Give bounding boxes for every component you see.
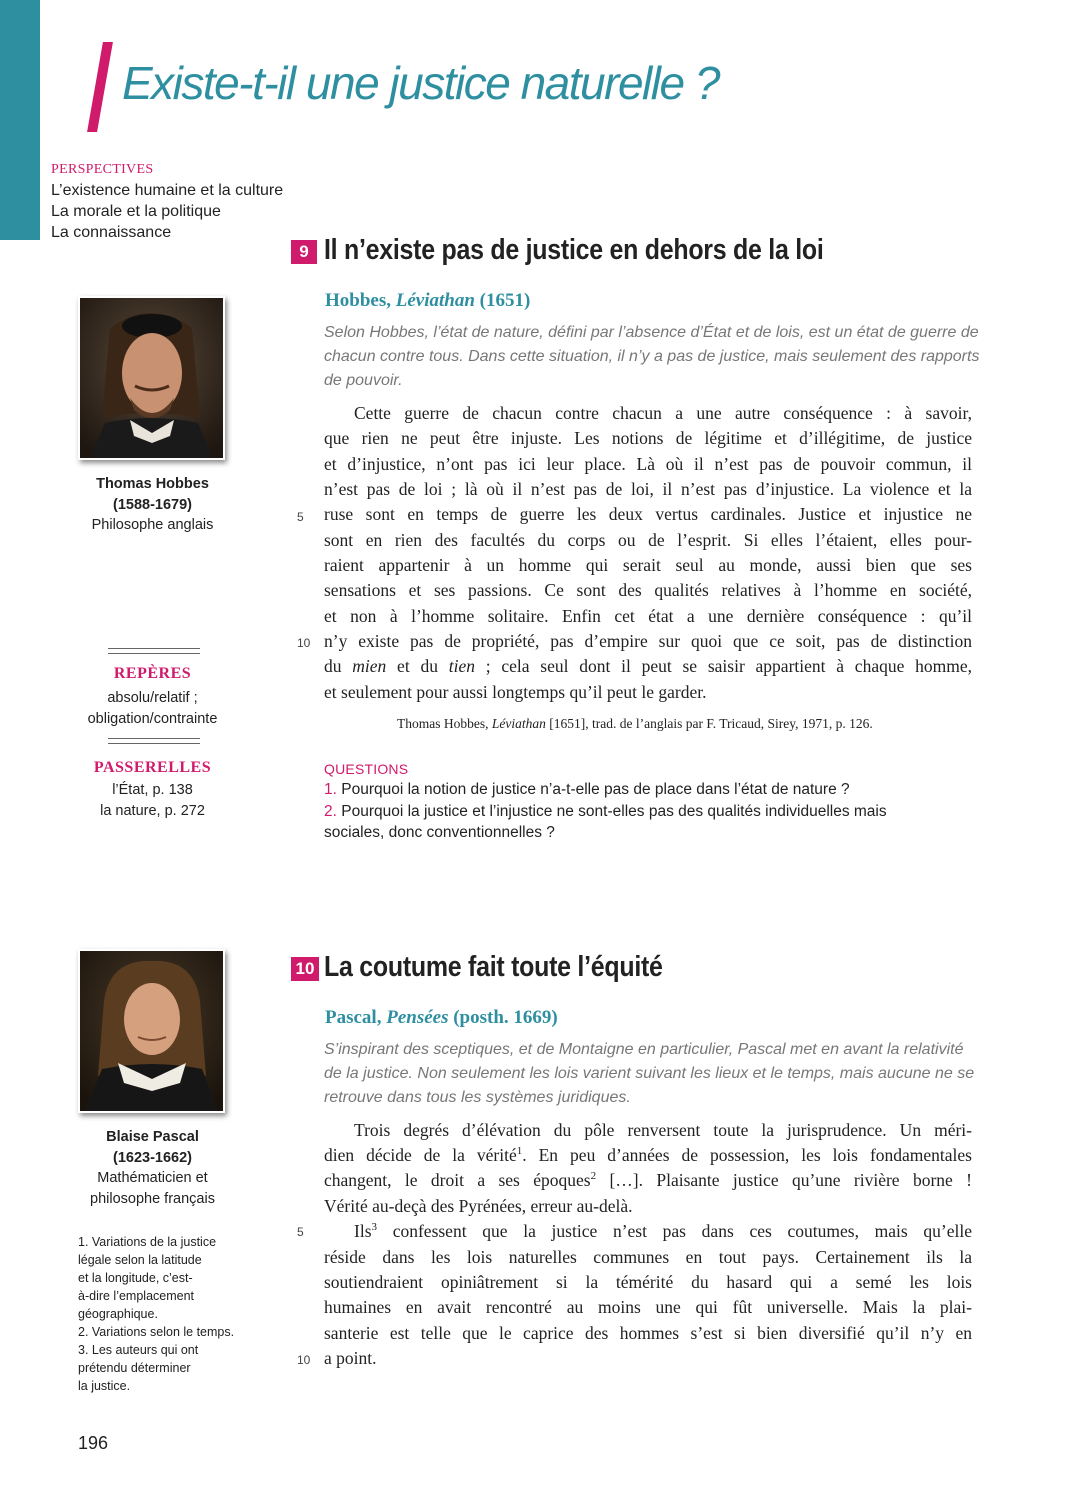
passerelles-heading: PASSERELLES <box>93 759 212 776</box>
author-name: Hobbes, <box>325 290 396 311</box>
section-intro: Selon Hobbes, l’état de nature, défini par l’absence d’État et de lois, est un état de guerre de chacun contre tous. Dans cette situation, il n’y a pas de justice, mais seulement des rapports de pouvoir. <box>324 324 980 389</box>
text-line: ruse sont en temps de guerre les deux vertus cardinales. Justice et injustice ne <box>324 504 972 524</box>
title-accent-bar <box>87 42 113 132</box>
section-title: La coutume fait toute l’équité <box>324 951 663 983</box>
footnote-line: légale selon la latitude <box>78 1253 202 1267</box>
reperes-text <box>70 688 235 730</box>
text-fragment: changent, le droit a ses époques <box>324 1170 591 1190</box>
footnote-ref: 3 <box>371 1221 377 1234</box>
questions-heading: QUESTIONS <box>324 761 409 777</box>
text-line <box>324 1143 972 1168</box>
footnote-line: 1. Variations de la justice <box>78 1235 217 1249</box>
author-line <box>325 290 530 312</box>
text-fragment: ; cela seul dont il peut se saisir appartient à chaque homme, <box>474 656 972 676</box>
footnote-line: et la longitude, c’est- <box>78 1271 193 1285</box>
section-title: Il n’existe pas de justice en dehors de la loi <box>324 234 824 266</box>
text-line: et seulement pour aussi longtemps qu’il peut le garder. <box>324 682 707 702</box>
text-fragment: confessent que la justice n’est pas dans ces coutumes, mais qu’elle <box>377 1221 972 1241</box>
question-continuation: sociales, donc conventionnelles ? <box>324 824 555 841</box>
caption-role: Mathématicien et <box>97 1170 208 1186</box>
text-line: Trois degrés d’élévation du pôle renversent toute la jurisprudence. Un méri- <box>354 1120 972 1140</box>
source-citation <box>397 716 972 732</box>
reperes-line: absolu/relatif ; <box>107 690 198 706</box>
hobbes-caption <box>70 474 235 536</box>
line-number: 5 <box>297 1225 304 1239</box>
reperes-heading: REPÈRES <box>113 665 192 682</box>
text-line: sensations et ses passions. Ce sont des qualités relatives à l’homme en société, <box>324 580 972 600</box>
hobbes-portrait <box>78 296 225 460</box>
divider <box>108 738 200 744</box>
footnote-line: 2. Variations selon le temps. <box>78 1325 235 1339</box>
text-line <box>324 654 972 679</box>
question-text: Pourquoi la notion de justice n’a-t-elle pas de place dans l’état de nature ? <box>336 781 850 798</box>
work-date: (1651) <box>474 290 531 311</box>
text-line <box>324 1168 972 1193</box>
text-line <box>324 1219 972 1244</box>
section-intro: S’inspirant des sceptiques, et de Montaigne en particulier, Pascal met en avant la relativité de la justice. Non seulement les lois varient suivant les lieux et le temps, mais aucune ne se retrouve dans tous les systèmes juridiques. <box>324 1041 975 1106</box>
text-fragment: du <box>324 656 353 676</box>
footnote-line: 3. Les auteurs qui ont <box>78 1343 199 1357</box>
footnote-line: la justice. <box>78 1379 131 1393</box>
text-fragment: Ils <box>354 1221 372 1241</box>
author-line <box>325 1007 558 1029</box>
footnotes <box>78 1233 248 1395</box>
perspective-item: L’existence humaine et la culture <box>51 182 284 199</box>
teal-band <box>0 0 40 240</box>
author-name: Pascal, <box>325 1007 387 1028</box>
source-work: Léviathan <box>491 716 546 731</box>
caption-name: Blaise Pascal <box>106 1129 199 1145</box>
text-line: sont en rien des facultés du corps ou de l’esprit. Si elles l’étaient, elles pour- <box>324 530 972 550</box>
text-fragment: dien décide de la vérité <box>324 1145 517 1165</box>
question-item <box>324 801 887 822</box>
source-author: Thomas Hobbes, <box>397 716 492 731</box>
question-item <box>324 779 850 800</box>
question-number: 1. <box>324 781 337 798</box>
divider <box>108 648 200 654</box>
section-number-badge: 10 <box>291 957 319 981</box>
page-title: Existe-t-il une justice naturelle ? <box>122 57 719 109</box>
text-italic: tien <box>448 656 475 676</box>
text-line: Vérité au-deçà des Pyrénées, erreur au-delà. <box>324 1196 633 1216</box>
text-fragment: . En peu d’années de possession, les lois fondamentales <box>522 1145 972 1165</box>
line-number: 10 <box>297 1353 311 1367</box>
caption-dates: (1588-1679) <box>113 496 192 513</box>
text-line: humaines en avait rencontré au moins une qui fût universelle. Mais la plai- <box>324 1297 972 1317</box>
footnote-line: à-dire l’emplacement <box>78 1289 195 1303</box>
caption-dates: (1623-1662) <box>113 1149 192 1166</box>
footnote-line: prétendu déterminer <box>78 1361 191 1375</box>
question-number: 2. <box>324 803 337 820</box>
question-text: Pourquoi la justice et l’injustice ne sont-elles pas des qualités individuelles mais <box>336 803 887 820</box>
footnote-line: géographique. <box>78 1307 158 1321</box>
text-line: Cette guerre de chacun contre chacun a une autre conséquence : à savoir, <box>354 403 972 423</box>
text-line: a point. <box>324 1348 377 1368</box>
caption-role: Philosophe anglais <box>91 517 214 533</box>
passerelles-link[interactable]: la nature, p. 272 <box>100 803 205 819</box>
text-line: réside dans les lois naturelles communes en tout pays. Certainement ils la <box>324 1247 972 1267</box>
text-italic: mien <box>352 656 387 676</box>
page-number: 196 <box>78 1433 109 1453</box>
text-line: santerie est telle que le caprice des hommes s’est si bien diversifié qu’il n’y en <box>324 1323 972 1343</box>
work-title: Pensées <box>386 1007 449 1028</box>
text-line: soutiendraient opiniâtrement si la témérité du hasard qui a semé les lois <box>324 1272 972 1292</box>
footnote-ref: 1 <box>516 1145 523 1158</box>
text-line: n’est pas de loi ; là où il n’est pas de loi, il n’est pas d’injustice. La violence et la <box>324 479 972 499</box>
source-details: [1651], trad. de l’anglais par F. Tricaud, Sirey, 1971, p. 126. <box>545 716 873 731</box>
text-line: et non à l’homme solitaire. Enfin cet état a une dernière conséquence : qu’il <box>324 606 972 626</box>
perspective-item: La connaissance <box>51 224 172 241</box>
text-line: n’y existe pas de propriété, pas d’empire sur quoi que ce soit, pas de distinction <box>324 631 972 651</box>
perspective-item: La morale et la politique <box>51 203 221 220</box>
perspectives-heading: PERSPECTIVES <box>51 162 154 177</box>
text-line: que rien ne peut être injuste. Les notions de légitime et d’illégitime, de justice <box>324 428 972 448</box>
text-fragment: et du <box>386 656 449 676</box>
line-number: 5 <box>297 510 304 524</box>
work-date: (posth. 1669) <box>448 1007 558 1028</box>
passerelles-link[interactable]: l’État, p. 138 <box>112 782 193 798</box>
footnote-ref: 2 <box>590 1170 597 1183</box>
caption-role: philosophe français <box>90 1190 215 1207</box>
text-fragment: […]. Plaisante justice qu’une rivière borne ! <box>596 1170 972 1190</box>
text-line: et d’injustice, n’ont pas ici leur place. Là où il n’est pas de pouvoir commun, il <box>324 454 972 474</box>
reperes-line: obligation/contrainte <box>87 711 218 727</box>
passerelles-text <box>70 780 235 822</box>
line-number: 10 <box>297 636 311 650</box>
section-number-badge: 9 <box>291 240 317 264</box>
pascal-caption <box>70 1127 235 1209</box>
caption-name: Thomas Hobbes <box>96 476 209 492</box>
text-line: raient appartenir à un homme qui serait seul au monde, aussi bien que ses <box>324 555 972 575</box>
pascal-portrait <box>78 949 225 1113</box>
work-title: Léviathan <box>395 290 475 311</box>
